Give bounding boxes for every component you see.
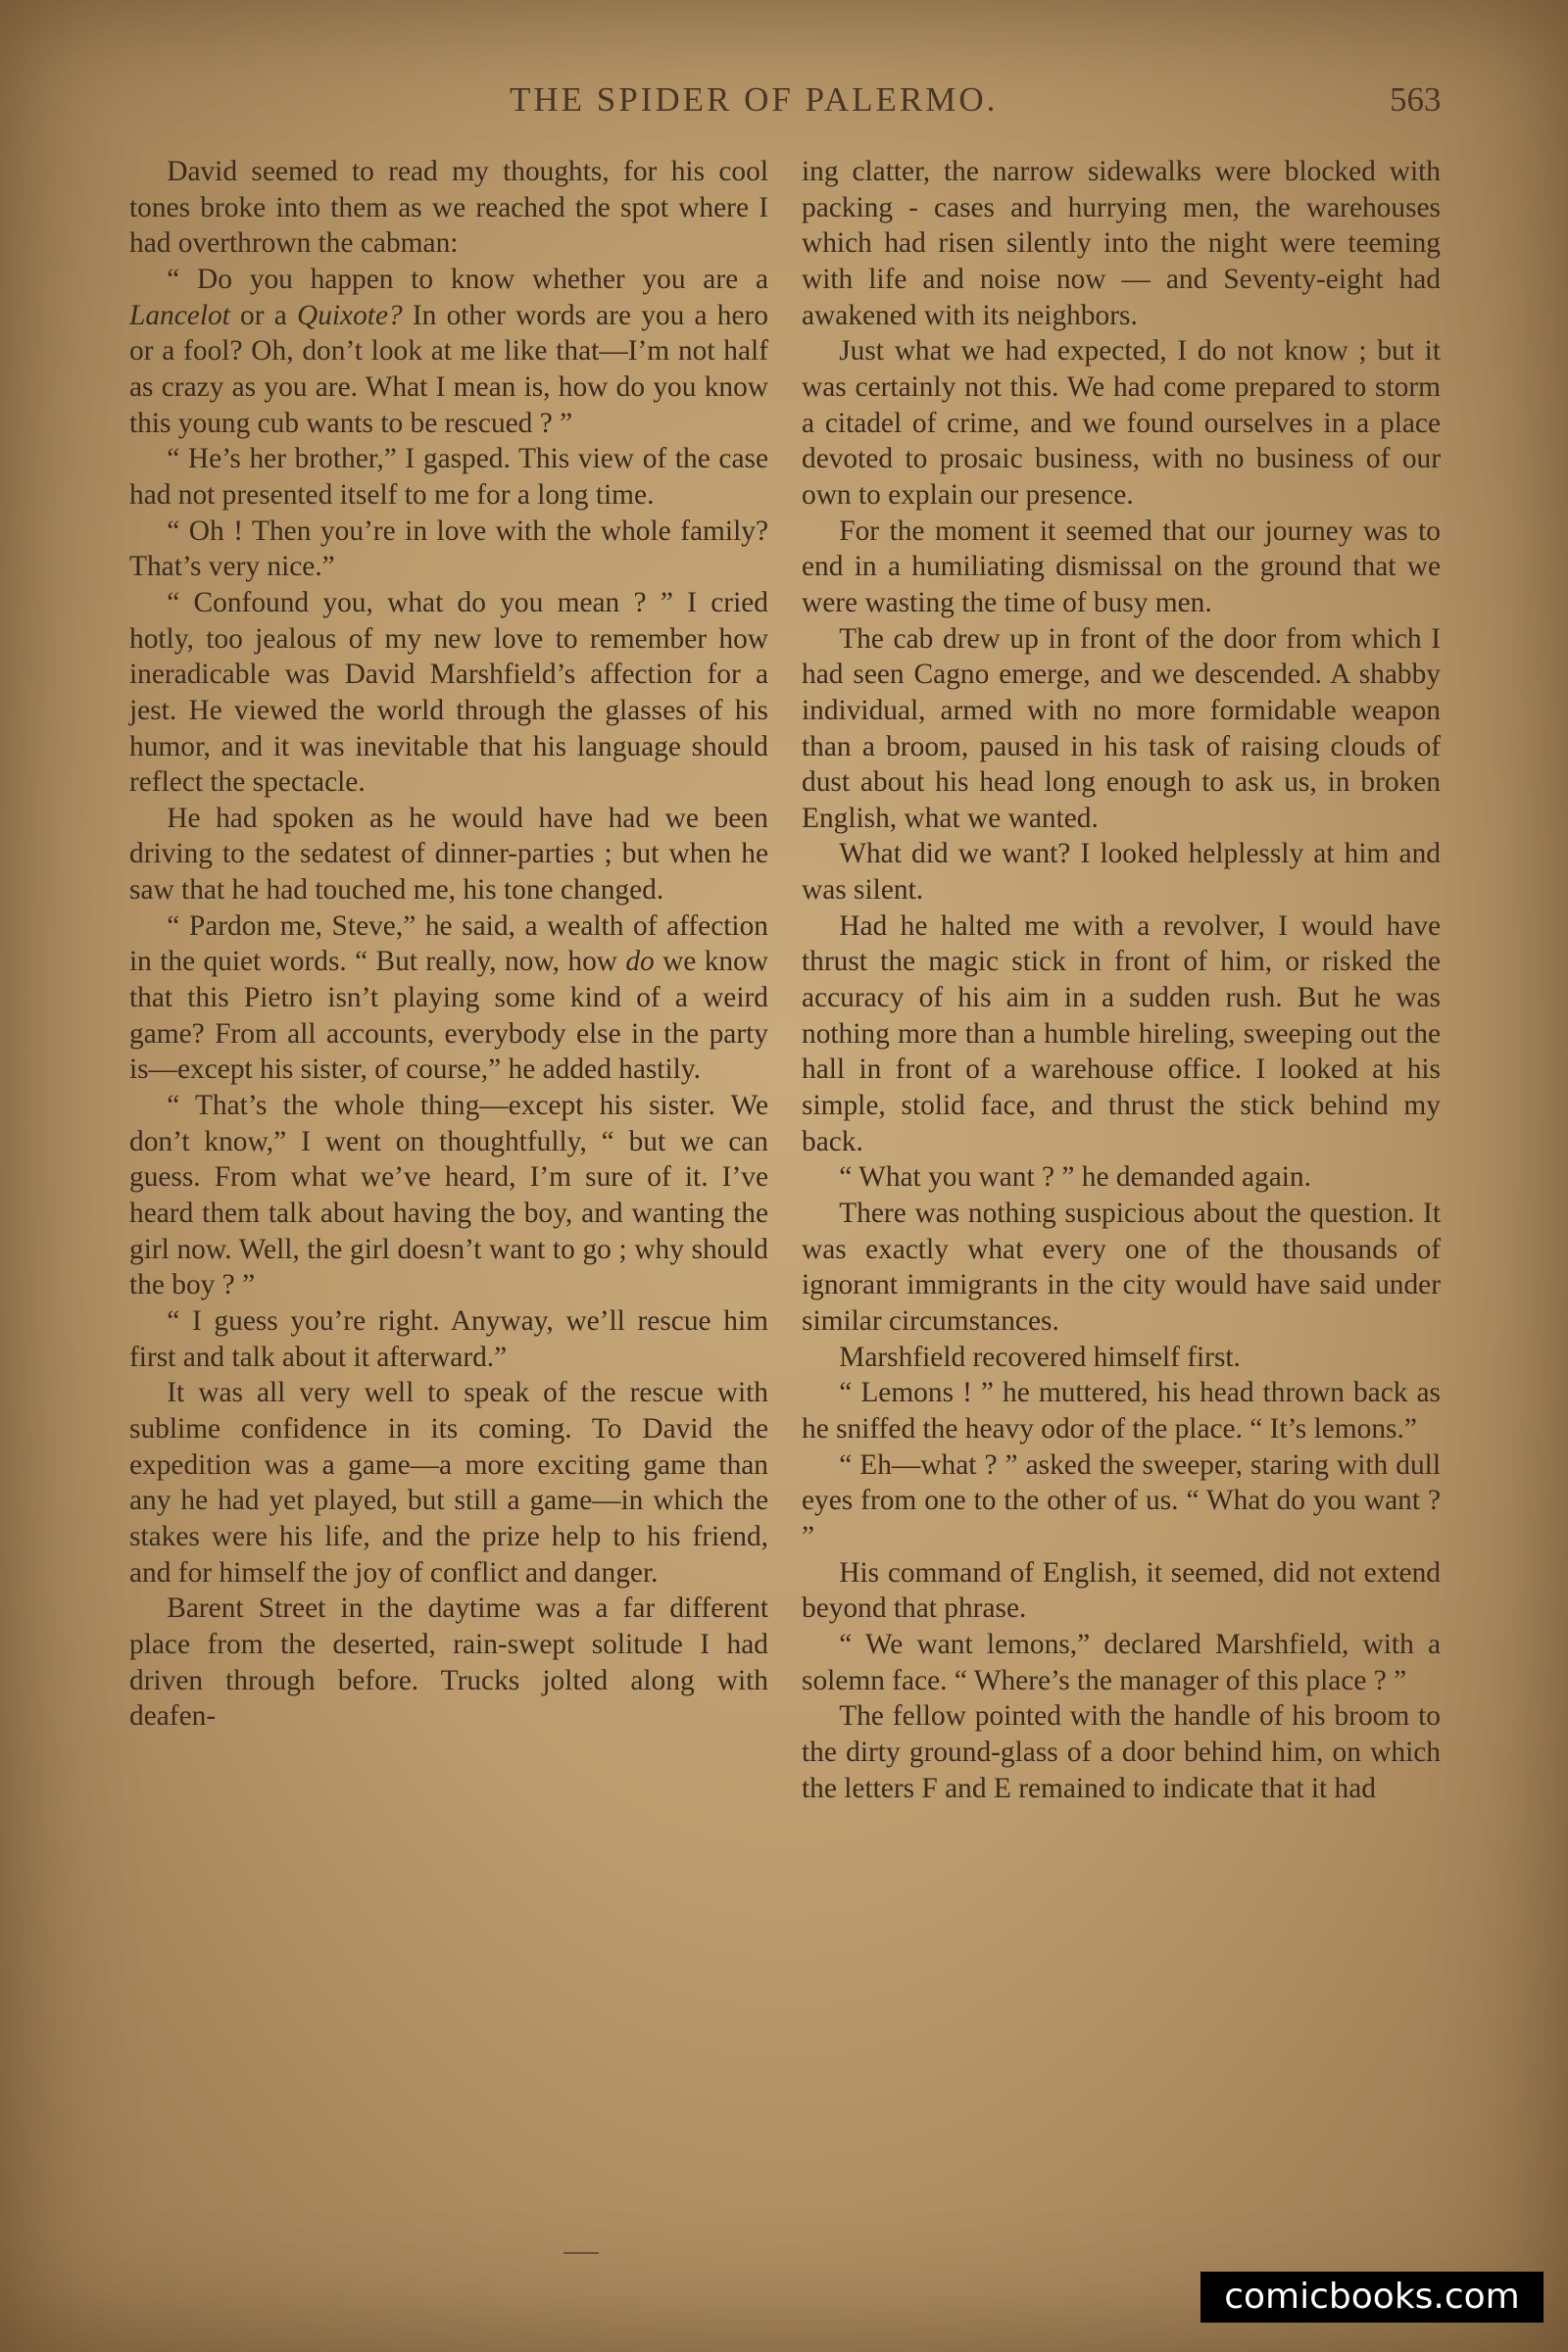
paragraph: The cab drew up in front of the door from which I had seen Cagno emerge, and we descended. A shabby individual, armed with no more formidable weapon than a broom, paused in his task of raising clouds of dust about his head long enough to ask us, in broken English, what we wanted. xyxy=(802,622,1441,834)
italic-text: Lancelot xyxy=(129,299,230,331)
page-number: 563 xyxy=(1390,80,1442,119)
paragraph: It was all very well to speak of the rescue with sublime confidence in its coming. To David the expedition was a game—a more exciting game than any he had yet played, but still a game—in which the stakes were his life, and the prize help to his friend, and for himself the joy of conflict and danger. xyxy=(129,1377,768,1589)
paragraph: Had he halted me with a revolver, I would have thrust the magic stick in front of him, or risked the accuracy of his aim in a sudden rush. But he was nothing more than a humble hireling, sweeping out the hall in front of a warehouse office. I looked at his simple, stolid face, and thrust the stick behind my back. xyxy=(802,909,1441,1157)
paragraph: “ He’s her brother,” I gasped. This view of the case had not presented itself to me for a long time. xyxy=(129,443,768,511)
italic-text: do xyxy=(625,946,655,978)
watermark: comicbooks.com xyxy=(1200,2272,1544,2323)
paragraph: What did we want? I looked helplessly at him and was silent. xyxy=(802,838,1441,906)
paragraph: “ We want lemons,” declared Marshfield, with a solemn face. “ Where’s the manager of this place ? ” xyxy=(802,1628,1441,1696)
paragraph: For the moment it seemed that our journey was to end in a humiliating dismissal on the ground that we were wasting the time of busy men. xyxy=(802,514,1441,618)
running-head xyxy=(0,80,1568,129)
right-text-column xyxy=(802,154,1441,1806)
footer-rule xyxy=(564,2252,599,2254)
paragraph: “ Confound you, what do you mean ? ” I cried hotly, too jealous of my new love to remember how ineradicable was David Marshfield’s affection for a jest. He viewed the world through the glasses of his humor, and it was inevitable that his language should reflect the spectacle. xyxy=(129,586,768,799)
left-text-column xyxy=(129,154,768,1735)
paragraph: There was nothing suspicious about the question. It was exactly what every one of the thousands of ignorant immigrants in the city would have said under similar circumstances. xyxy=(802,1198,1441,1337)
running-title: THE SPIDER OF PALERMO. xyxy=(510,80,999,119)
paragraph-continued: ing clatter, the narrow sidewalks were blocked with packing - cases and hurrying men, the warehouses which had risen silently into the night were teeming with life and noise now — and Seventy-eight had awakened with its neighbors. xyxy=(802,156,1441,331)
paragraph: Just what we had expected, I do not know ; but it was certainly not this. We had come prepared to storm a citadel of crime, and we found ourselves in a place devoted to prosaic business, with no business of our own to explain our presence. xyxy=(802,335,1441,511)
paragraph: The fellow pointed with the handle of his broom to the dirty ground-glass of a door behind him, on which the letters F and E remained to indicate that it had xyxy=(802,1700,1441,1804)
paragraph: Marshfield recovered himself first. xyxy=(839,1341,1241,1373)
paragraph: He had spoken as he would have had we been driving to the sedatest of dinner-parties ; but when he saw that he had touched me, his tone changed. xyxy=(129,802,768,906)
paragraph: “ What you want ? ” he demanded again. xyxy=(839,1161,1311,1194)
italic-text: Quixote? xyxy=(296,299,403,331)
paragraph: “ Do you happen to know whether you are a Lancelot or a Quixote? In other words are you a hero or a fool? Oh, don’t look at me like that—I’m not half as crazy as you are. What I mean is, how do you know this young cub wants to be rescued ? ” xyxy=(129,263,768,439)
paragraph: “ Pardon me, Steve,” he said, a wealth of affection in the quiet words. “ But really, now, how do we know that this Pietro isn’t playing some kind of a weird game? From all accounts, everybody else in the party is—except his sister, of course,” he added hastily. xyxy=(129,909,769,1086)
paragraph: “ Oh ! Then you’re in love with the whole family? That’s very nice.” xyxy=(129,514,768,583)
paragraph: “ Lemons ! ” he muttered, his head thrown back as he sniffed the heavy odor of the place. “ It’s lemons.” xyxy=(802,1377,1441,1445)
paragraph: “ Eh—what ? ” asked the sweeper, staring with dull eyes from one to the other of us. “ What do you want ? ” xyxy=(802,1448,1441,1552)
paragraph: “ I guess you’re right. Anyway, we’ll rescue him first and talk about it afterward.” xyxy=(129,1305,768,1373)
paragraph: David seemed to read my thoughts, for his cool tones broke into them as we reached the spot where I had overthrown the cabman: xyxy=(129,156,768,260)
paragraph: “ That’s the whole thing—except his sister. We don’t know,” I went on thoughtfully, “ but we can guess. From what we’ve heard, I’m sure of it. I’ve heard them talk about having the boy, and wanting the girl now. Well, the girl doesn’t want to go ; why should the boy ? ” xyxy=(129,1090,768,1301)
paragraph: His command of English, it seemed, did not extend beyond that phrase. xyxy=(802,1556,1441,1625)
paragraph: Barent Street in the daytime was a far different place from the deserted, rain-swept solitude I had driven through before. Trucks jolted along with deafen- xyxy=(129,1592,768,1733)
